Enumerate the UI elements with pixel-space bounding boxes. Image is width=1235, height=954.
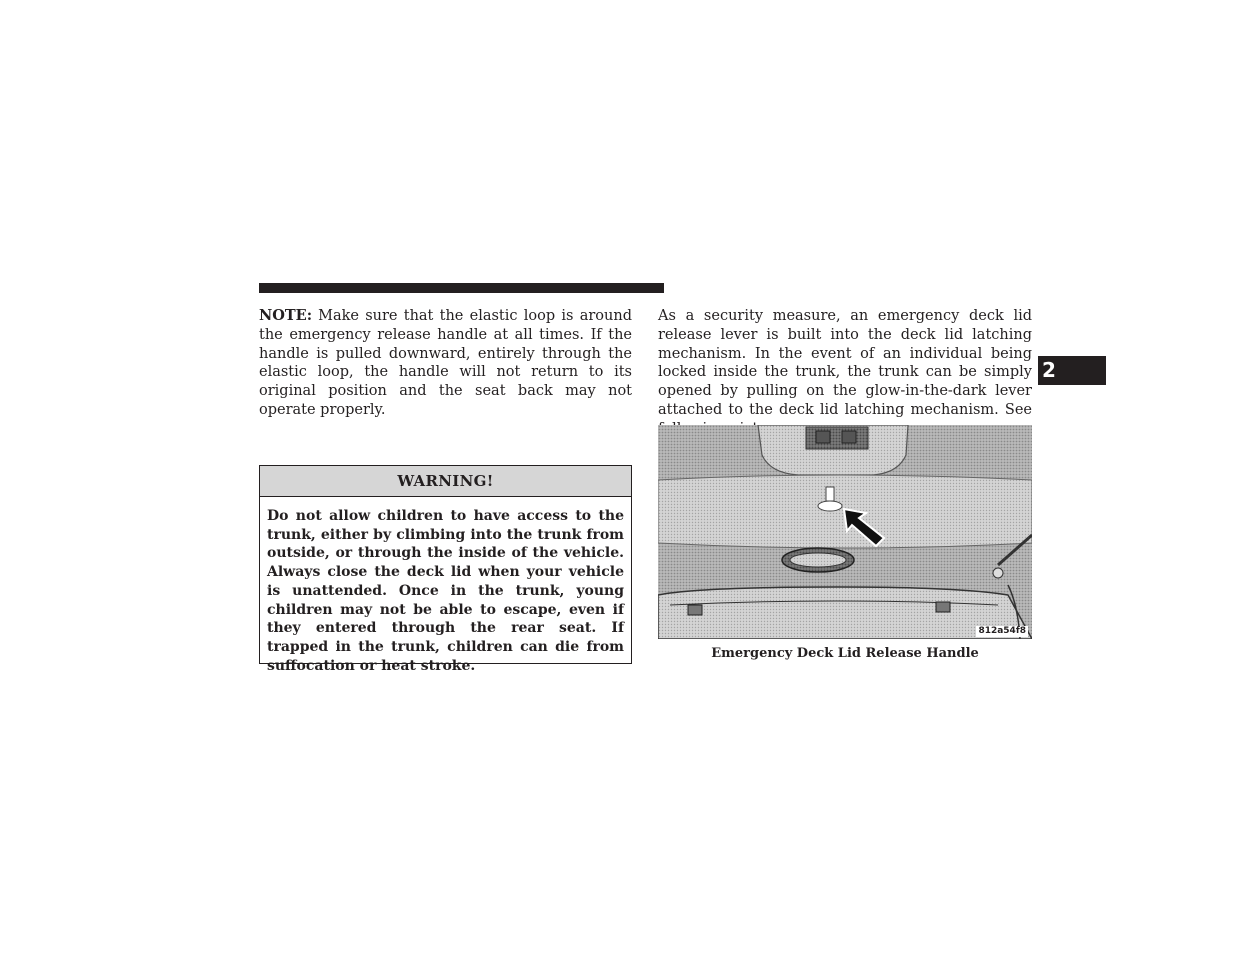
note-paragraph bbox=[259, 307, 632, 420]
section-top-rule bbox=[259, 283, 664, 293]
section-tab bbox=[1038, 356, 1106, 385]
warning-title: WARNING! bbox=[260, 466, 631, 497]
warning-box bbox=[259, 465, 632, 674]
section-number: 2 bbox=[1042, 358, 1056, 382]
figure-code: 812a54f8 bbox=[978, 626, 1026, 636]
security-paragraph: As a security measure, an emergency deck lid release lever is built into the deck lid latching mechanism. In the event of an individual being locked inside the trunk, the trunk can be simply opened by pulling on the glow-in-the-dark lever attached to the deck lid latching mechanism. See bbox=[658, 308, 1032, 418]
note-text: Make sure that the elastic loop is around the emergency release handle at all times. If the handle is pulled downward, entirely through the elastic loop, the handle will not return to its original position and the seat back may not operate properly. bbox=[259, 308, 632, 418]
warning-text: Do not allow children to have access to the trunk, either by climbing into the trunk from outside, or through the inside of the vehicle. Always close the deck lid when your vehicle is unattended. Once in the trunk, young children may not be able to escape, even if they entered through the rear seat. If trapped in the trunk, children can die from suffocation or heat stroke. bbox=[267, 508, 624, 674]
trunk-interior-illustration bbox=[658, 425, 1032, 639]
note-label: NOTE: bbox=[259, 307, 313, 324]
trunk-lid-photo bbox=[658, 425, 1032, 639]
figure-caption: Emergency Deck Lid Release Handle bbox=[711, 646, 979, 661]
